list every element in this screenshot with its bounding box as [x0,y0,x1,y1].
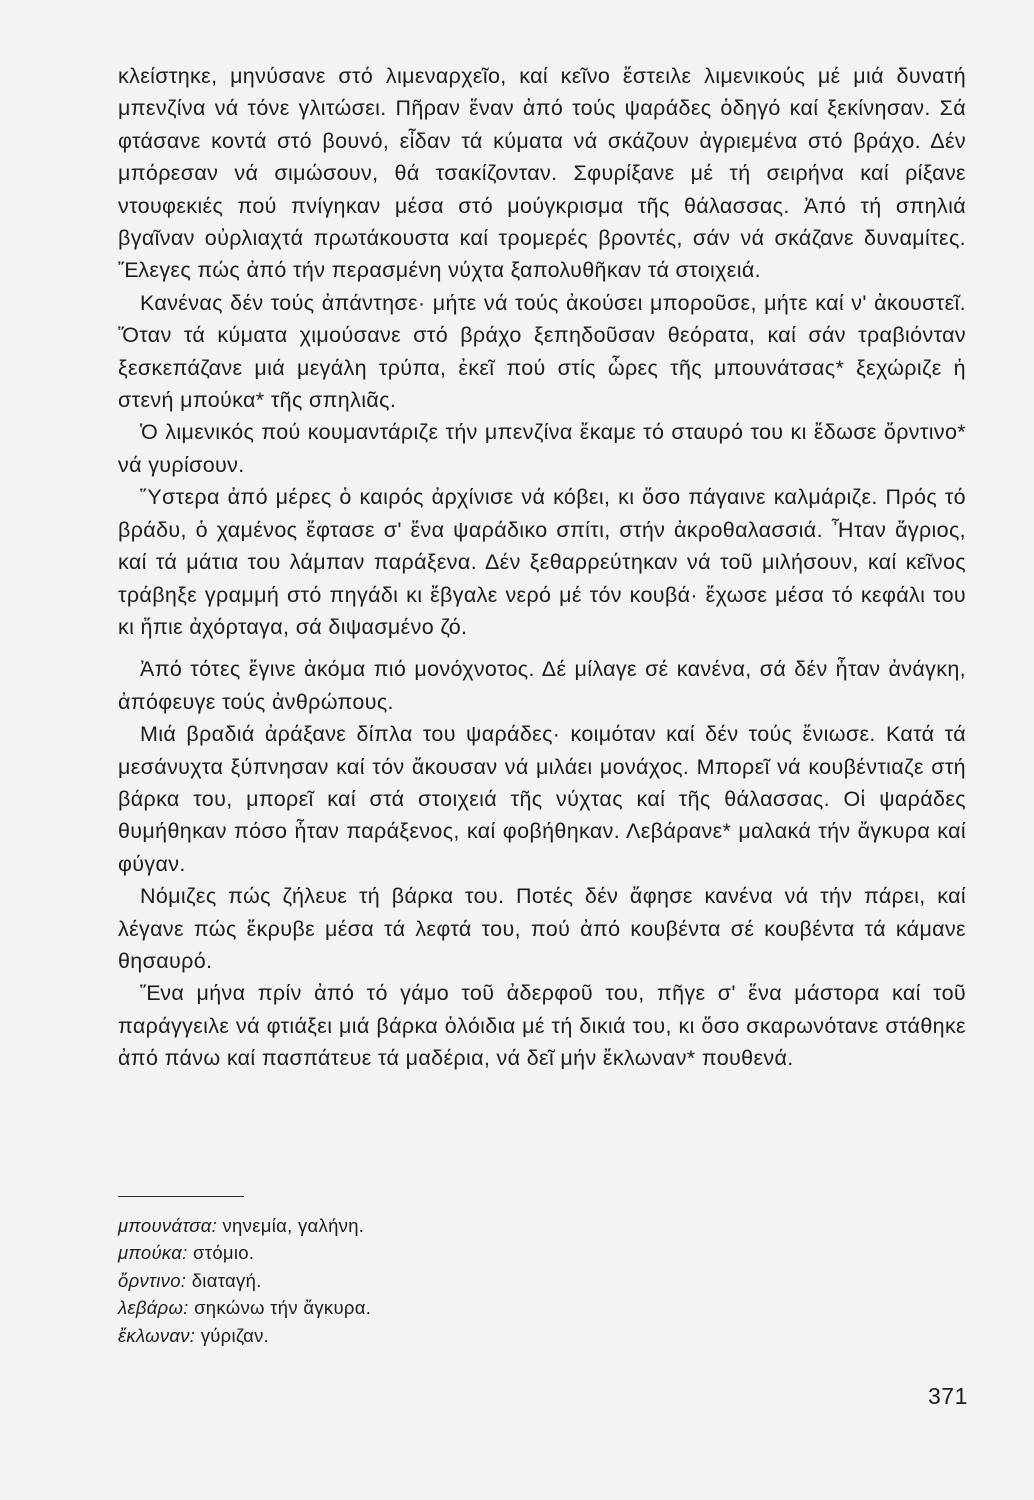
paragraph-1: κλείστηκε, μηνύσανε στό λιμεναρχεῖο, καί κεῖνο ἔστειλε λιμενικούς μέ μιά δυνατή μπενζίνα νά τόνε γλιτώσει. Πῆραν ἕναν ἀπό τούς ψαράδες ὁδηγό καί ξεκίνησαν. Σά φτάσανε κοντά στό βουνό, εἶδαν τά κύματα νά σκάζουν ἀγριεμένα στό βράχο. Δέν μπόρεσαν νά σιμώσουν, θά τσακίζονταν. Σφυρίξανε μέ τή σειρήνα καί ρίξανε ντουφεκιές πού πνίγηκαν μέσα στό μούγκρισμα τῆς θάλασσας. Ἀπό τή σπηλιά βγαῖναν οὐρλιαχτά πρωτάκουστα καί τρομερές βροντές, σάν νά σκάζανε δυναμίτες. Ἔλεγες πώς ἀπό τήν περασμένη νύχτα ξαπολυθῆκαν τά στοιχειά. [118,64,966,283]
footnote-term: μπουνάτσα: [118,1215,218,1236]
paragraph-6: Μιά βραδιά ἀράξανε δίπλα του ψαράδες· κοιμόταν καί δέν τούς ἔνιωσε. Κατά τά μεσάνυχτα ξύπνησαν καί τόν ἄκουσαν νά μιλάει μονάχος. Μπορεῖ νά κουβέντιαζε στή βάρκα του, μπορεῖ καί στά στοιχειά τῆς νύχτας καί τῆς θάλασσας. Οἱ ψαράδες θυμήθηκαν πόσο ἦταν παράξενος, καί φοβήθηκαν. Λεβάρανε* μαλακά τήν ἄγκυρα καί φύγαν. [118,722,966,876]
footnote [118,1294,718,1321]
footnote-divider [118,1196,244,1197]
paragraph-3: Ὁ λιμενικός πού κουμαντάριζε τήν μπενζίνα ἔκαμε τό σταυρό του κι ἔδωσε ὄρντινο* νά γυρίσουν. [118,420,966,477]
paragraph-4: Ὕστερα ἀπό μέρες ὁ καιρός ἀρχίνισε νά κόβει, κι ὅσο πάγαινε καλμάριζε. Πρός τό βράδυ, ὁ χαμένος ἔφτασε σ' ἕνα ψαράδικο σπίτι, στήν ἀκροθαλασσιά. Ἦταν ἄγριος, καί τά μάτια του λάμπαν παράξενα. Δέν ξεθαρρεύτηκαν νά τοῦ μιλήσουν, καί κεῖνος τράβηξε γραμμή στό πηγάδι κι ἔβγαλε νερό μέ τόν κουβά· ἔχωσε μέσα τό κεφάλι του κι ἤπιε ἀχόρταγα, σά διψασμένο ζό. [118,485,966,639]
footnote [118,1212,718,1239]
footnote-definition: διαταγή. [191,1269,262,1291]
footnote-definition: στόμιο. [193,1242,255,1264]
footnote-term: λεβάρω: [118,1297,189,1319]
page-number: 371 [928,1383,968,1409]
footnote-term: ἔκλωναν: [118,1324,196,1346]
footnotes [118,1212,718,1349]
paragraph-2: Κανένας δέν τούς ἀπάντησε· μήτε νά τούς ἀκούσει μποροῦσε, μήτε καί ν' ἀκουστεῖ. Ὅταν τά κύματα χιμούσανε στό βράχο ξεπηδοῦσαν θεόρατα, καί σάν τραβιόνταν ξεσκεπάζανε μιά μεγάλη τρύπα, ἐκεῖ πού στίς ὧρες τῆς μπουνάτσας* ξεχώριζε ἡ στενή μπούκα* τῆς σπηλιᾶς. [118,290,966,413]
footnote [118,1322,718,1349]
footnote-definition: σηκώνω τήν ἄγκυρα. [194,1297,372,1319]
footnote-definition: γύριζαν. [200,1324,270,1346]
footnote-term: μπούκα: [118,1242,188,1264]
paragraph-8: Ἕνα μήνα πρίν ἀπό τό γάμο τοῦ ἀδερφοῦ του, πῆγε σ' ἕνα μάστορα καί τοῦ παράγγειλε νά φτιάξει μιά βάρκα ὁλόιδια μέ τή δικιά του, κι ὅσο σκαρωνότανε στάθηκε ἀπό πάνω καί πασπάτευε τά μαδέρια, νά δεῖ μήν ἔκλωναν* πουθενά. [118,981,966,1071]
footnote-definition: νηνεμία, γαλήνη. [222,1215,365,1236]
footnote-term: ὄρντινο: [118,1269,187,1291]
paragraph-7: Νόμιζες πώς ζήλευε τή βάρκα του. Ποτές δέν ἄφησε κανένα νά τήν πάρει, καί λέγανε πώς ἔκρυβε μέσα τά λεφτά του, πού ἀπό κουβέντα σέ κουβέντα τά κάμανε θησαυρό. [118,884,966,973]
footnote [118,1267,718,1294]
footnote [118,1239,718,1266]
paragraph-5: Ἀπό τότες ἔγινε ἀκόμα πιό μονόχνοτος. Δέ μίλαγε σέ κανένα, σά δέν ἦταν ἀνάγκη, ἀπόφευγε τούς ἀνθρώπους. [118,657,966,714]
main-text [118,60,966,1075]
